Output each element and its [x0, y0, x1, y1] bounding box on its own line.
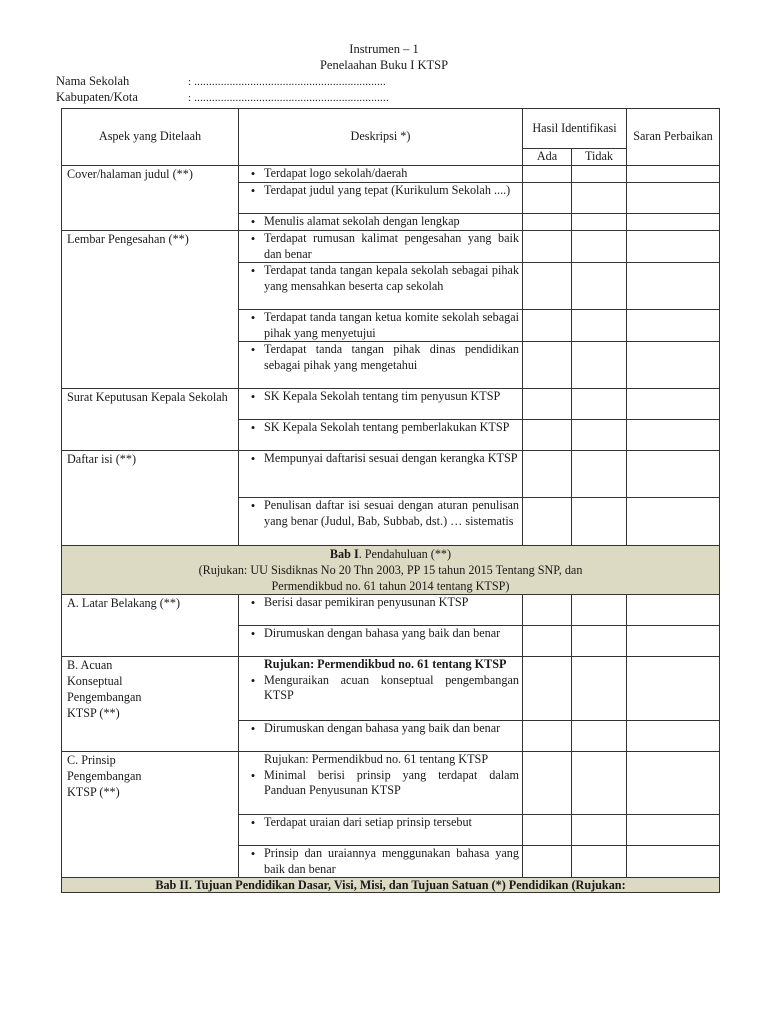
- section-bab-1: [62, 546, 720, 595]
- tidak-cell[interactable]: [572, 498, 627, 546]
- header-hasil: Hasil Identifikasi: [523, 109, 627, 149]
- saran-cell[interactable]: [627, 183, 720, 214]
- bullet-icon: •: [250, 263, 256, 278]
- tidak-cell[interactable]: [572, 231, 627, 263]
- bullet-icon: •: [250, 389, 256, 404]
- ada-cell[interactable]: [523, 420, 572, 451]
- tidak-cell[interactable]: [572, 389, 627, 420]
- tidak-cell[interactable]: [572, 451, 627, 498]
- desc-item: Terdapat tanda tangan ketua komite sekolah sebagai pihak yang menyetujui: [264, 310, 519, 340]
- bullet-icon: •: [250, 815, 256, 830]
- review-table: [61, 108, 720, 893]
- tidak-cell[interactable]: [572, 420, 627, 451]
- table-row: [62, 451, 720, 498]
- ada-cell[interactable]: [523, 310, 572, 342]
- header-saran: Saran Perbaikan: [627, 109, 720, 166]
- table-row: [62, 752, 720, 815]
- desc-item: Menulis alamat sekolah dengan lengkap: [264, 214, 460, 228]
- saran-cell[interactable]: [627, 166, 720, 183]
- bullet-icon: •: [250, 451, 256, 466]
- saran-cell[interactable]: [627, 214, 720, 231]
- field-nama-sekolah-label: Nama Sekolah: [56, 74, 130, 88]
- bullet-icon: •: [250, 626, 256, 641]
- section-row-bab-2: [62, 878, 720, 893]
- bullet-icon: •: [250, 231, 256, 246]
- desc-item: SK Kepala Sekolah tentang pemberlakukan KTSP: [264, 420, 510, 434]
- bullet-icon: •: [250, 498, 256, 513]
- desc-item: Terdapat tanda tangan kepala sekolah sebagai pihak yang mensahkan beserta cap sekolah: [264, 263, 519, 293]
- field-kabupaten: [56, 90, 389, 105]
- aspek-prinsip-pengembangan: [62, 752, 239, 878]
- rujukan-text: Rujukan: Permendikbud no. 61 tentang KTSP: [264, 657, 507, 671]
- desc-item: Terdapat rumusan kalimat pengesahan yang baik dan benar: [264, 231, 519, 261]
- document-title: Instrumen – 1: [349, 42, 419, 56]
- bullet-icon: •: [250, 310, 256, 325]
- saran-cell[interactable]: [627, 310, 720, 342]
- tidak-cell[interactable]: [572, 166, 627, 183]
- ada-cell[interactable]: [523, 263, 572, 310]
- ada-cell[interactable]: [523, 451, 572, 498]
- field-kabupaten-value: : ..................................................................: [188, 92, 389, 104]
- aspek-prinsip-pengembangan-text: C. Prinsip Pengembangan KTSP (**): [67, 753, 142, 799]
- saran-cell[interactable]: [627, 420, 720, 451]
- saran-cell[interactable]: [627, 342, 720, 389]
- desc-item: Minimal berisi prinsip yang terdapat dalam Panduan Penyusunan KTSP: [264, 767, 519, 797]
- bab-1-title: . Pendahuluan (**): [358, 547, 452, 561]
- bullet-icon: •: [250, 183, 256, 198]
- aspek-lembar-pengesahan: Lembar Pengesahan (**): [62, 231, 239, 389]
- saran-cell[interactable]: [627, 815, 720, 846]
- aspek-acuan-konseptual: [62, 657, 239, 752]
- ada-cell[interactable]: [523, 183, 572, 214]
- ada-cell[interactable]: [523, 815, 572, 846]
- tidak-cell[interactable]: [572, 657, 627, 721]
- desc-item: Menguraikan acuan konseptual pengembangan KTSP: [264, 672, 519, 702]
- bullet-icon: •: [250, 166, 256, 181]
- desc-item: Dirumuskan dengan bahasa yang baik dan benar: [264, 721, 501, 735]
- ada-cell[interactable]: [523, 498, 572, 546]
- tidak-cell[interactable]: [572, 263, 627, 310]
- aspek-surat-keputusan: Surat Keputusan Kepala Sekolah: [62, 389, 239, 451]
- ada-cell[interactable]: [523, 214, 572, 231]
- bullet-icon: •: [250, 672, 256, 688]
- header-deskripsi: Deskripsi *): [239, 109, 523, 166]
- ada-cell[interactable]: [523, 342, 572, 389]
- desc-item: Berisi dasar pemikiran penyusunan KTSP: [264, 595, 469, 609]
- saran-cell[interactable]: [627, 657, 720, 721]
- bullet-icon: •: [250, 342, 256, 357]
- desc-item: Terdapat logo sekolah/daerah: [264, 166, 408, 180]
- bullet-icon: •: [250, 846, 256, 861]
- bullet-icon: •: [250, 214, 256, 229]
- tidak-cell[interactable]: [572, 752, 627, 815]
- desc-item: Terdapat tanda tangan pihak dinas pendidikan sebagai pihak yang mengetahui: [264, 342, 519, 372]
- tidak-cell[interactable]: [572, 214, 627, 231]
- saran-cell[interactable]: [627, 846, 720, 878]
- desc-item: SK Kepala Sekolah tentang tim penyusun KTSP: [264, 389, 501, 403]
- field-nama-sekolah-value: : .................................................................: [188, 76, 386, 88]
- desc-item: Penulisan daftar isi sesuai dengan aturan penulisan yang benar (Judul, Bab, Subbab, dst.) … sistematis: [264, 498, 519, 528]
- bullet-icon: •: [250, 767, 256, 783]
- ada-cell[interactable]: [523, 657, 572, 721]
- bullet-icon: •: [250, 595, 256, 610]
- desc-item: Terdapat uraian dari setiap prinsip tersebut: [264, 815, 472, 829]
- header-aspek: Aspek yang Ditelaah: [62, 109, 239, 166]
- tidak-cell[interactable]: [572, 595, 627, 626]
- table-row: [62, 231, 720, 263]
- section-row-bab-1: [62, 546, 720, 595]
- bab-1-rujukan-line1: (Rujukan: UU Sisdiknas No 20 Thn 2003, PP 15 tahun 2015 Tentang SNP, dan: [198, 563, 583, 577]
- ada-cell[interactable]: [523, 846, 572, 878]
- ada-cell[interactable]: [523, 626, 572, 657]
- header-tidak: Tidak: [572, 149, 627, 166]
- saran-cell[interactable]: [627, 389, 720, 420]
- field-kabupaten-label: Kabupaten/Kota: [56, 90, 138, 104]
- ada-cell[interactable]: [523, 231, 572, 263]
- tidak-cell[interactable]: [572, 626, 627, 657]
- field-nama-sekolah: [56, 74, 386, 89]
- rujukan-text: Rujukan: Permendikbud no. 61 tentang KTSP: [264, 752, 489, 766]
- saran-cell[interactable]: [627, 595, 720, 626]
- aspek-daftar-isi: Daftar isi (**): [62, 451, 239, 546]
- table-row: [62, 595, 720, 626]
- table-row: [62, 166, 720, 183]
- desc-item: Prinsip dan uraiannya menggunakan bahasa yang baik dan benar: [264, 846, 519, 876]
- bab-1-rujukan-line2: Permendikbud no. 61 tahun 2014 tentang KTSP): [271, 579, 510, 593]
- desc-item: Mempunyai daftarisi sesuai dengan kerangka KTSP: [264, 451, 518, 465]
- tidak-cell[interactable]: [572, 815, 627, 846]
- table-row: [62, 657, 720, 721]
- document-subtitle: Penelaahan Buku I KTSP: [319, 58, 449, 72]
- bab-1-label: Bab I: [329, 547, 359, 561]
- aspek-latar-belakang: A. Latar Belakang (**): [62, 595, 239, 657]
- ada-cell[interactable]: [523, 166, 572, 183]
- aspek-cover: Cover/halaman judul (**): [62, 166, 239, 231]
- bullet-icon: •: [250, 420, 256, 435]
- tidak-cell[interactable]: [572, 721, 627, 752]
- section-bab-2: Bab II. Tujuan Pendidikan Dasar, Visi, Misi, dan Tujuan Satuan (*) Pendidikan (Rujukan:: [62, 878, 720, 893]
- saran-cell[interactable]: [627, 721, 720, 752]
- saran-cell[interactable]: [627, 626, 720, 657]
- aspek-acuan-konseptual-text: B. Acuan Konseptual Pengembangan KTSP (**): [67, 658, 142, 720]
- bullet-icon: •: [250, 721, 256, 736]
- tidak-cell[interactable]: [572, 310, 627, 342]
- saran-cell[interactable]: [627, 263, 720, 310]
- tidak-cell[interactable]: [572, 342, 627, 389]
- header-ada: Ada: [523, 149, 572, 166]
- desc-item: Dirumuskan dengan bahasa yang baik dan benar: [264, 626, 501, 640]
- desc-item: Terdapat judul yang tepat (Kurikulum Sekolah ....): [264, 183, 511, 197]
- saran-cell[interactable]: [627, 752, 720, 815]
- saran-cell[interactable]: [627, 498, 720, 546]
- table-row: [62, 389, 720, 420]
- ada-cell[interactable]: [523, 752, 572, 815]
- tidak-cell[interactable]: [572, 183, 627, 214]
- tidak-cell[interactable]: [572, 846, 627, 878]
- saran-cell[interactable]: [627, 451, 720, 498]
- saran-cell[interactable]: [627, 231, 720, 263]
- ada-cell[interactable]: [523, 389, 572, 420]
- ada-cell[interactable]: [523, 721, 572, 752]
- ada-cell[interactable]: [523, 595, 572, 626]
